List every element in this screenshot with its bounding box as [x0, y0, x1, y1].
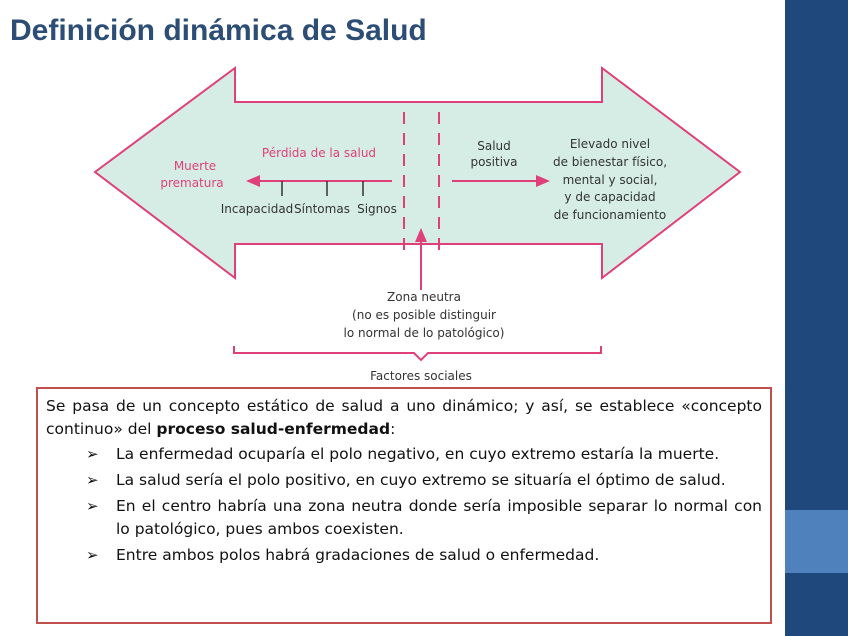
stage-label-signos: Signos	[357, 202, 397, 216]
bullet-text: La enfermedad ocuparía el polo negativo, en cuyo extremo estaría la muerte.	[116, 445, 720, 463]
slide-title: Definición dinámica de Salud	[10, 14, 427, 47]
bullet-text: La salud sería el polo positivo, en cuyo extremo se situaría el óptimo de salud.	[116, 471, 726, 489]
positive-label-line-1: Salud	[477, 139, 511, 153]
left-label-line-1: Muerte	[173, 159, 217, 173]
right-label-line-4: y de capacidad	[564, 190, 656, 204]
neutral-label-line-2: (no es posible distinguir	[352, 308, 496, 322]
sidebar-accent-block	[785, 510, 848, 573]
bullet-text: Entre ambos polos habrá gradaciones de salud o enfermedad.	[116, 546, 600, 564]
intro-text: Se pasa de un concepto estático de salud a uno dinámico; y así, se establece «concepto continuo» del	[46, 397, 762, 438]
neutral-label-line-1: Zona neutra	[387, 290, 461, 304]
social-factors-bracket	[234, 346, 601, 360]
neutral-label-line-3: lo normal de lo patológico)	[343, 326, 505, 340]
bullet-list	[46, 443, 762, 567]
stage-label-sintomas: Síntomas	[294, 202, 350, 216]
social-factors-label: Factores sociales	[370, 369, 472, 383]
list-item	[86, 544, 762, 567]
arrow-bullet-icon: ➢	[86, 546, 99, 564]
intro-end: :	[390, 420, 396, 438]
left-label-line-2: prematura	[160, 176, 224, 190]
right-label-line-2: de bienestar físico,	[552, 155, 668, 169]
explanation-box	[36, 387, 772, 624]
positive-label-line-2: positiva	[470, 155, 518, 169]
loss-label: Pérdida de la salud	[261, 146, 377, 160]
list-item	[86, 469, 762, 492]
list-item	[86, 495, 762, 541]
list-item	[86, 443, 762, 466]
arrow-bullet-icon: ➢	[86, 471, 99, 489]
intro-paragraph	[46, 395, 762, 441]
bullet-text: En el centro habría una zona neutra donde sería imposible separar lo normal con lo patológico, pues ambos coexisten.	[116, 497, 762, 538]
intro-bold-term: proceso salud-enfermedad	[156, 420, 391, 438]
arrow-bullet-icon: ➢	[86, 445, 99, 463]
stage-label-incapacidad: Incapacidad	[220, 202, 294, 216]
right-label-line-5: de funcionamiento	[553, 208, 667, 222]
arrow-bullet-icon: ➢	[86, 497, 99, 515]
right-label-line-1: Elevado nivel	[569, 137, 651, 151]
right-label-line-3: mental y social,	[562, 173, 658, 187]
